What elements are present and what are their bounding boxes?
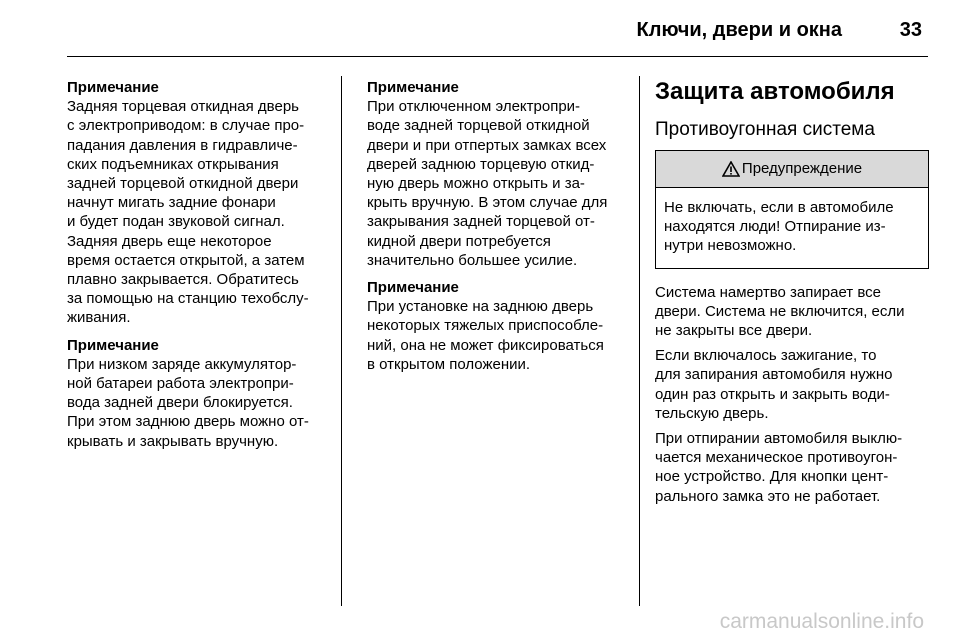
note-line: задней торцевой откидной двери	[67, 175, 299, 193]
page-header	[0, 0, 960, 56]
note-heading: Примечание	[67, 336, 159, 354]
note-line: Задняя торцевая откидная дверь	[67, 98, 299, 116]
note-block	[367, 78, 629, 270]
column-right	[655, 78, 929, 512]
note-line: ний, она не может фиксироваться	[367, 336, 604, 354]
paragraph-line: рального замка это не работает.	[655, 487, 881, 505]
paragraph-line: Система намертво запирает все	[655, 283, 881, 301]
paragraph	[655, 429, 929, 506]
paragraph-line: для запирания автомобиля нужно	[655, 366, 893, 384]
paragraph-line: один раз открыть и закрыть води-	[655, 385, 890, 403]
paragraph-line: двери. Система не включится, если	[655, 302, 905, 320]
note-line: падания давления в гидравличе-	[67, 136, 298, 154]
note-line: и будет подан звуковой сигнал.	[67, 213, 285, 231]
note-line: кидной двери потребуется	[367, 232, 551, 250]
note-line: значительно большее усилие.	[367, 251, 578, 269]
column-middle	[367, 78, 629, 382]
column-divider-right	[639, 76, 640, 606]
note-line: При установке на заднюю дверь	[367, 298, 594, 316]
note-line: плавно закрывается. Обратитесь	[67, 271, 299, 289]
warning-body	[656, 188, 928, 268]
note-block	[367, 278, 629, 374]
note-line: двери и при отпертых замках всех	[367, 136, 607, 154]
warning-line: Не включать, если в автомобиле	[664, 199, 894, 216]
note-line: При низком заряде аккумулятор-	[67, 355, 297, 373]
watermark: carmanualsonline.info	[719, 610, 924, 633]
subsection-title: Противоугонная система	[655, 119, 875, 140]
note-line: крыть вручную. В этом случае для	[367, 194, 608, 212]
note-line: время остается открытой, а затем	[67, 251, 305, 269]
paragraph-line: ное устройство. Для кнопки цент-	[655, 468, 889, 486]
note-line: При отключенном электропри-	[367, 98, 581, 116]
section-title: Защита автомобиля	[655, 78, 895, 105]
note-block	[67, 78, 329, 328]
note-heading: Примечание	[367, 79, 459, 96]
note-line: начнут мигать задние фонари	[67, 194, 276, 212]
note-line: ной батареи работа электропри-	[67, 375, 294, 393]
note-line: При этом заднюю дверь можно от-	[67, 413, 309, 431]
warning-heading: Предупреждение	[741, 160, 863, 178]
note-line: некоторых тяжелых приспособле-	[367, 317, 604, 335]
column-divider-left	[341, 76, 342, 606]
note-line: вода задней двери блокируется.	[67, 394, 293, 412]
warning-line: находятся люди! Отпирание из-	[664, 218, 886, 236]
note-line: ских подъемниках открывания	[67, 155, 279, 173]
warning-box	[655, 150, 929, 269]
paragraph-line: Если включалось зажигание, то	[655, 347, 877, 365]
note-line: с электроприводом: в случае про-	[67, 117, 305, 135]
warning-header	[656, 151, 928, 188]
warning-triangle-icon	[722, 161, 740, 177]
paragraph-line: При отпирании автомобиля выклю-	[655, 430, 903, 448]
paragraph-line: не закрыты все двери.	[655, 322, 813, 340]
page-number: 33	[899, 19, 922, 41]
note-line: закрывания задней торцевой от-	[367, 213, 595, 231]
paragraph	[655, 346, 929, 423]
paragraph-line: чается механическое противоугон-	[655, 449, 898, 467]
note-line: Задняя дверь еще некоторое	[67, 232, 272, 250]
note-line: воде задней торцевой откидной	[367, 117, 590, 135]
note-line: дверей заднюю торцевую откид-	[367, 155, 595, 173]
paragraph	[655, 283, 929, 341]
column-left	[67, 78, 329, 459]
note-heading: Примечание	[367, 279, 459, 297]
paragraph-line: тельскую дверь.	[655, 404, 769, 422]
note-line: ную дверь можно открыть и за-	[367, 175, 585, 193]
note-line: за помощью на станцию техобслу-	[67, 290, 309, 308]
note-line: крывать и закрывать вручную.	[67, 432, 279, 450]
note-line: в открытом положении.	[367, 355, 531, 373]
note-heading: Примечание	[67, 79, 159, 96]
note-block	[67, 336, 329, 451]
chapter-title: Ключи, двери и окна	[636, 19, 842, 41]
header-rule	[67, 56, 928, 57]
note-line: живания.	[67, 309, 131, 327]
warning-line: нутри невозможно.	[664, 237, 797, 255]
